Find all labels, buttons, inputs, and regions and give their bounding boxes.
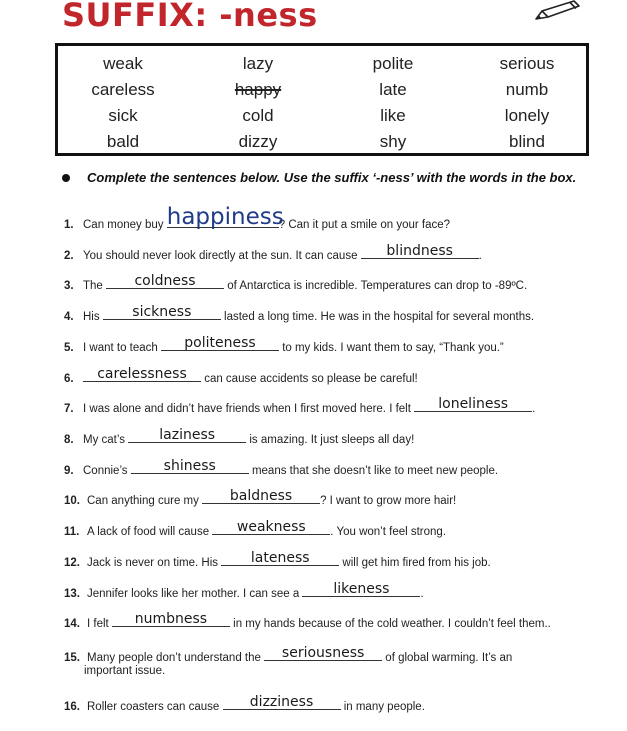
handwritten-answer: dizziness	[249, 694, 314, 710]
sentence-16	[64, 695, 594, 716]
sentence-text-after: means that she doesn’t like to meet new people.	[248, 465, 499, 477]
sentence-11	[64, 520, 594, 541]
handwritten-answer: shiness	[163, 458, 216, 474]
sentence-text-after: .	[420, 588, 424, 600]
answer-blank[interactable]	[106, 274, 224, 289]
answer-blank[interactable]	[103, 305, 221, 320]
answer-blank[interactable]	[212, 520, 330, 535]
sentence-text-after: lasted a long time. He was in the hospital for several months.	[220, 311, 535, 323]
word-box-item: dizzy	[238, 132, 278, 151]
sentence-number: 15.	[64, 652, 80, 664]
sentence-number: 2.	[64, 250, 74, 262]
answer-blank[interactable]	[83, 367, 201, 382]
sentence-text-before: I was alone and didn’t have friends when I first moved here. I felt	[83, 403, 411, 415]
handwritten-answer: sickness	[132, 304, 192, 320]
sentence-6	[64, 367, 594, 388]
sentence-text-after: .	[532, 403, 536, 415]
sentence-10	[64, 489, 594, 510]
bullet-icon	[62, 174, 70, 182]
word-box-item: like	[380, 106, 406, 125]
sentence-number: 16.	[64, 701, 80, 713]
sentence-text-before: Many people don’t understand the	[87, 652, 261, 664]
handwritten-answer: loneliness	[438, 396, 509, 412]
sentence-text-before: Jennifer looks like her mother. I can see a	[87, 588, 300, 600]
sentence-text-after: of global warming. It’s an	[382, 652, 513, 664]
sentence-9	[64, 459, 594, 480]
sentence-text-before: I felt	[87, 618, 109, 630]
handwritten-answer: baldness	[229, 488, 293, 504]
answer-blank[interactable]	[414, 397, 532, 412]
sentence-text-before: Connie’s	[83, 465, 128, 477]
handwritten-answer: laziness	[159, 427, 216, 443]
answer-blank[interactable]	[302, 582, 420, 597]
handwritten-answer: politeness	[184, 335, 256, 351]
word-box-item: weak	[103, 54, 143, 73]
sentence-text-before: I want to teach	[83, 342, 158, 354]
sentence-text-after: of Antarctica is incredible. Temperatures can drop to -89ºC.	[224, 280, 528, 292]
sentence-12	[64, 551, 594, 572]
sentence-text-after: in my hands because of the cold weather. I couldn’t feel them..	[229, 618, 551, 630]
sentence-text-after: .	[478, 250, 482, 262]
answer-blank[interactable]	[223, 695, 341, 710]
sentence-number: 13.	[64, 588, 80, 600]
answer-blank[interactable]	[264, 646, 382, 661]
answer-blank[interactable]	[112, 612, 230, 627]
answer-blank[interactable]	[128, 428, 246, 443]
pencil-icon	[532, 0, 582, 22]
word-box	[55, 43, 589, 156]
sentence-number: 7.	[64, 403, 74, 415]
sentence-number: 8.	[64, 434, 74, 446]
sentence-number: 6.	[64, 373, 74, 385]
sentence-4	[64, 305, 594, 326]
word-box-item: happy	[234, 80, 282, 99]
sentence-number: 11.	[64, 526, 80, 538]
sentence-text-before: You should never look directly at the sun. It can cause	[83, 250, 358, 262]
sentence-text-after: ? I want to grow more hair!	[320, 495, 457, 507]
instruction-text: Complete the sentences below. Use the suffix ‘-ness’ with the words in the box.	[87, 170, 577, 185]
sentence-text-after: is amazing. It just sleeps all day!	[246, 434, 415, 446]
sentence-text-after: in many people.	[340, 701, 425, 713]
handwritten-answer: seriousness	[281, 645, 365, 661]
handwritten-answer: lateness	[250, 550, 310, 566]
sentence-text-before: The	[83, 280, 103, 292]
handwritten-answer: weakness	[236, 519, 306, 535]
word-box-item: sick	[108, 106, 138, 125]
sentence-text-after: can cause accidents so please be careful!	[201, 373, 418, 385]
sentence-number: 1.	[64, 219, 74, 231]
sentence-text-before: Roller coasters can cause	[87, 701, 220, 713]
handwritten-answer: happiness	[166, 204, 284, 230]
page-title: SUFFIX: -ness	[62, 0, 318, 34]
word-box-item: careless	[91, 80, 155, 99]
sentence-number: 10.	[64, 495, 80, 507]
sentence-13	[64, 582, 594, 603]
handwritten-answer: blindness	[386, 243, 453, 259]
word-box-item: shy	[379, 132, 407, 151]
word-box-item: serious	[499, 54, 555, 73]
sentence-text-before: A lack of food will cause	[87, 526, 210, 538]
handwritten-answer: coldness	[134, 273, 196, 289]
sentence-number: 14.	[64, 618, 80, 630]
sentence-number: 5.	[64, 342, 74, 354]
handwritten-answer: carelessness	[97, 366, 187, 382]
handwritten-answer: likeness	[333, 581, 390, 597]
word-box-item: blind	[509, 132, 545, 151]
sentence-continuation: important issue.	[84, 665, 166, 677]
sentence-8	[64, 428, 594, 449]
sentence-2	[64, 244, 594, 265]
sentence-number: 3.	[64, 280, 74, 292]
sentence-5	[64, 336, 594, 357]
sentence-text-before: My cat’s	[83, 434, 125, 446]
sentence-7	[64, 397, 594, 418]
sentence-text-after: will get him fired from his job.	[339, 557, 491, 569]
sentence-number: 9.	[64, 465, 74, 477]
answer-blank[interactable]	[221, 551, 339, 566]
sentence-1	[64, 204, 594, 234]
word-box-item: late	[379, 80, 407, 99]
word-box-item: lonely	[504, 106, 550, 125]
answer-blank[interactable]	[131, 459, 249, 474]
sentence-text-after: . You won’t feel strong.	[330, 526, 447, 538]
answer-blank[interactable]	[202, 489, 320, 504]
answer-blank[interactable]	[361, 244, 479, 259]
sentence-3	[64, 274, 594, 295]
sentence-text-before: Can money buy	[83, 219, 164, 231]
sentence-15	[64, 646, 594, 667]
sentence-14	[64, 612, 594, 633]
word-box-item: bald	[106, 132, 140, 151]
sentence-text-before: Can anything cure my	[87, 495, 199, 507]
word-box-item: lazy	[242, 54, 274, 73]
sentence-number: 12.	[64, 557, 80, 569]
answer-blank[interactable]	[166, 204, 284, 230]
sentence-text-after: to my kids. I want them to say, “Thank you.”	[279, 342, 504, 354]
word-box-item: cold	[242, 106, 274, 125]
answer-blank[interactable]	[161, 336, 279, 351]
sentence-text-before: Jack is never on time. His	[87, 557, 219, 569]
handwritten-answer: numbness	[134, 611, 208, 627]
word-box-item: polite	[372, 54, 414, 73]
sentence-text-before: His	[83, 311, 100, 323]
sentence-number: 4.	[64, 311, 74, 323]
word-box-item: numb	[505, 80, 549, 99]
sentence-text-after: ? Can it put a smile on your face?	[278, 219, 451, 231]
